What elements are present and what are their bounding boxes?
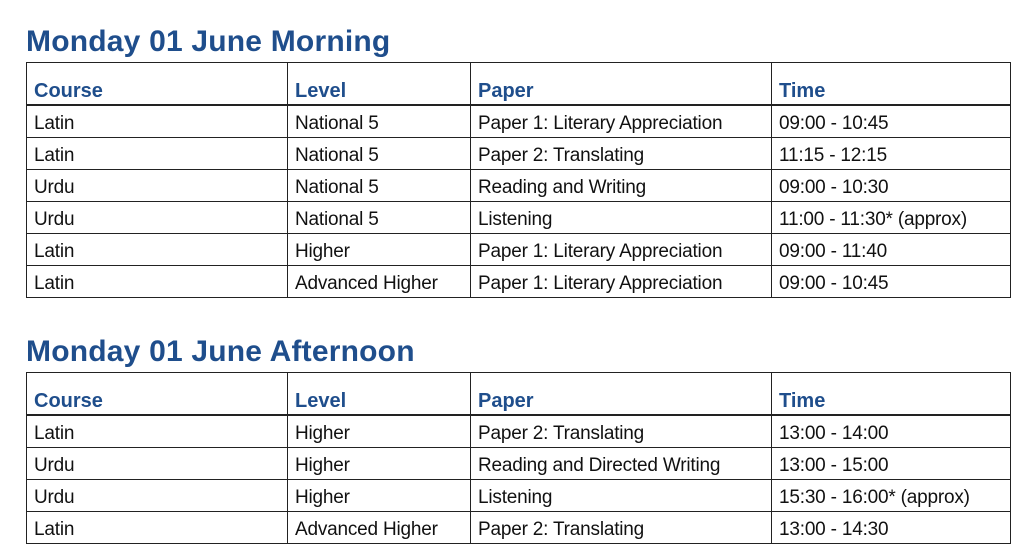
column-header-paper: Paper	[471, 373, 772, 416]
table-row	[27, 266, 1011, 298]
afternoon-timetable	[26, 372, 1011, 544]
cell-course: Urdu	[27, 480, 288, 512]
table-row	[27, 448, 1011, 480]
header-row	[27, 63, 1011, 106]
cell-level: Higher	[288, 234, 471, 266]
cell-time: 09:00 - 11:40	[772, 234, 1011, 266]
column-header-level: Level	[288, 63, 471, 106]
cell-paper: Listening	[471, 202, 772, 234]
cell-time: 13:00 - 15:00	[772, 448, 1011, 480]
cell-time: 11:15 - 12:15	[772, 138, 1011, 170]
cell-level: Advanced Higher	[288, 266, 471, 298]
cell-time: 13:00 - 14:30	[772, 512, 1011, 544]
cell-time: 11:00 - 11:30* (approx)	[772, 202, 1011, 234]
column-header-course: Course	[27, 63, 288, 106]
column-header-time: Time	[772, 63, 1011, 106]
cell-paper: Paper 2: Translating	[471, 138, 772, 170]
table-row	[27, 234, 1011, 266]
cell-level: National 5	[288, 170, 471, 202]
cell-paper: Reading and Directed Writing	[471, 448, 772, 480]
table-row	[27, 170, 1011, 202]
morning-title: Monday 01 June Morning	[26, 25, 391, 58]
table-row	[27, 415, 1011, 448]
cell-paper: Reading and Writing	[471, 170, 772, 202]
cell-level: National 5	[288, 105, 471, 138]
cell-time: 09:00 - 10:45	[772, 105, 1011, 138]
cell-time: 09:00 - 10:45	[772, 266, 1011, 298]
table-row	[27, 480, 1011, 512]
table-row	[27, 138, 1011, 170]
column-header-paper: Paper	[471, 63, 772, 106]
cell-course: Urdu	[27, 170, 288, 202]
cell-time: 15:30 - 16:00* (approx)	[772, 480, 1011, 512]
cell-course: Latin	[27, 512, 288, 544]
cell-level: Advanced Higher	[288, 512, 471, 544]
cell-course: Urdu	[27, 448, 288, 480]
column-header-level: Level	[288, 373, 471, 416]
cell-level: Higher	[288, 480, 471, 512]
cell-course: Urdu	[27, 202, 288, 234]
cell-paper: Paper 1: Literary Appreciation	[471, 266, 772, 298]
cell-paper: Paper 1: Literary Appreciation	[471, 105, 772, 138]
header-row	[27, 373, 1011, 416]
cell-level: National 5	[288, 202, 471, 234]
column-header-time: Time	[772, 373, 1011, 416]
cell-course: Latin	[27, 138, 288, 170]
afternoon-title: Monday 01 June Afternoon	[26, 335, 415, 368]
cell-paper: Listening	[471, 480, 772, 512]
table-row	[27, 202, 1011, 234]
afternoon-section	[26, 332, 1010, 544]
cell-time: 09:00 - 10:30	[772, 170, 1011, 202]
cell-paper: Paper 2: Translating	[471, 512, 772, 544]
cell-course: Latin	[27, 105, 288, 138]
cell-level: National 5	[288, 138, 471, 170]
cell-level: Higher	[288, 415, 471, 448]
cell-course: Latin	[27, 234, 288, 266]
column-header-course: Course	[27, 373, 288, 416]
morning-section	[26, 22, 1010, 298]
table-row	[27, 105, 1011, 138]
cell-course: Latin	[27, 415, 288, 448]
morning-timetable	[26, 62, 1011, 298]
table-row	[27, 512, 1011, 544]
cell-paper: Paper 2: Translating	[471, 415, 772, 448]
cell-course: Latin	[27, 266, 288, 298]
cell-level: Higher	[288, 448, 471, 480]
cell-time: 13:00 - 14:00	[772, 415, 1011, 448]
cell-paper: Paper 1: Literary Appreciation	[471, 234, 772, 266]
